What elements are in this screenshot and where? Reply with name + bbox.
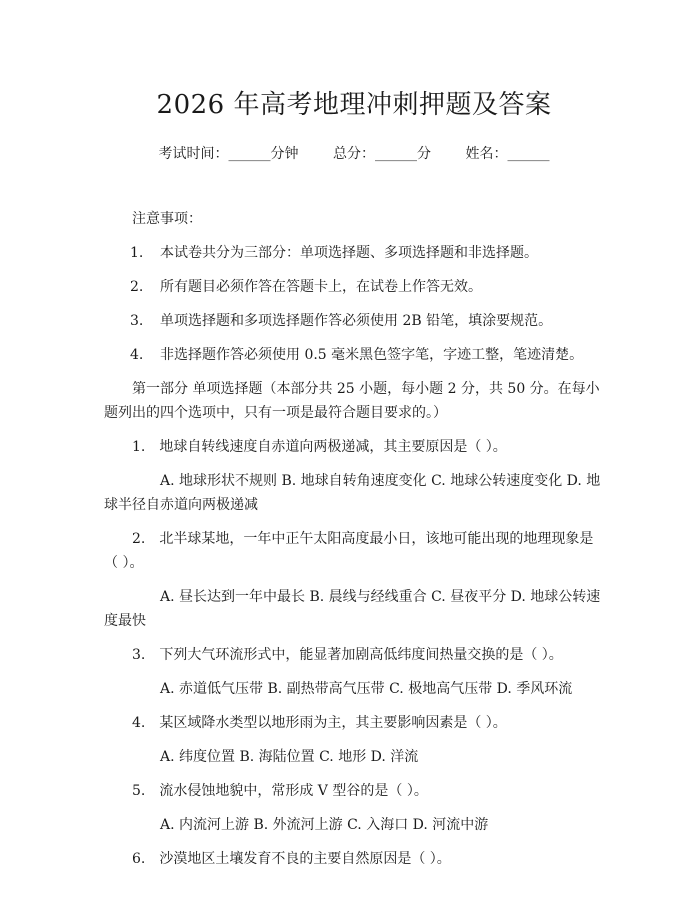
notice-item-text: 非选择题作答必须使用 0.5 毫米黑色签字笔，字迹工整，笔迹清楚。 — [160, 347, 584, 363]
page-title: 2026 年高考地理冲刺押题及答案 — [156, 90, 552, 120]
section-heading: 第一部分 单项选择题（本部分共 25 小题，每小题 2 分，共 50 分。在每小题列出的四个选项中，只有一项是最符合题目要求的。） — [104, 381, 600, 421]
exam-time-field: 考试时间：______分钟 — [158, 146, 299, 162]
question-text: 沙漠地区土壤发育不良的主要自然原因是（ ）。 — [159, 851, 451, 867]
question — [104, 847, 604, 871]
question-text: 下列大气环流形式中，能显著加剧高低纬度间热量交换的是（ ）。 — [159, 647, 563, 663]
question-text: 某区域降水类型以地形雨为主，其主要影响因素是（ ）。 — [159, 715, 507, 731]
notice-item-text: 所有题目必须作答在答题卡上，在试卷上作答无效。 — [160, 279, 482, 295]
question — [104, 779, 604, 803]
question-number: 5. — [132, 783, 146, 799]
question-number: 2. — [132, 531, 146, 547]
question-number: 3. — [132, 647, 146, 663]
notice-item-number: 3. — [130, 313, 144, 329]
question-text: 地球自转线速度自赤道向两极递减，其主要原因是（ ）。 — [159, 439, 507, 455]
notice-item-number: 4. — [130, 347, 144, 363]
question-number: 6. — [132, 851, 146, 867]
question-options: A. 地球形状不规则 B. 地球自转角速度变化 C. 地球公转速度变化 D. 地球半径自赤道向两极递减 — [104, 473, 601, 513]
question — [104, 711, 604, 735]
notice-item — [104, 241, 604, 265]
question-options: A. 纬度位置 B. 海陆位置 C. 地形 D. 洋流 — [160, 749, 419, 765]
question-number: 1. — [132, 439, 146, 455]
notice-item — [104, 275, 604, 299]
question-options: A. 昼长达到一年中最长 B. 晨线与经线重合 C. 昼夜平分 D. 地球公转速度最快 — [104, 589, 601, 629]
exam-meta — [104, 143, 604, 163]
notice-item-number: 1. — [130, 245, 144, 261]
question — [104, 643, 604, 667]
question-options: A. 赤道低气压带 B. 副热带高气压带 C. 极地高气压带 D. 季风环流 — [160, 681, 573, 697]
notice-item-text: 单项选择题和多项选择题作答必须使用 2B 铅笔，填涂要规范。 — [160, 313, 553, 329]
total-score-field: 总分：______分 — [333, 146, 431, 162]
question-list — [104, 435, 604, 871]
notice-item — [104, 309, 604, 333]
question — [104, 435, 604, 459]
question-number: 4. — [132, 715, 146, 731]
notice-item-text: 本试卷共分为三部分：单项选择题、多项选择题和非选择题。 — [160, 245, 538, 261]
notice-item — [104, 343, 604, 367]
question — [104, 527, 604, 575]
notice-heading: 注意事项： — [132, 211, 202, 227]
question-options: A. 内流河上游 B. 外流河上游 C. 入海口 D. 河流中游 — [160, 817, 489, 833]
question-text: 流水侵蚀地貌中，常形成 V 型谷的是（ ）。 — [159, 783, 428, 799]
question-text: 北半球某地，一年中正午太阳高度最小日，该地可能出现的地理现象是（ ）。 — [104, 531, 594, 571]
notice-list — [104, 241, 604, 367]
name-field: 姓名：______ — [465, 146, 550, 162]
notice-item-number: 2. — [130, 279, 144, 295]
